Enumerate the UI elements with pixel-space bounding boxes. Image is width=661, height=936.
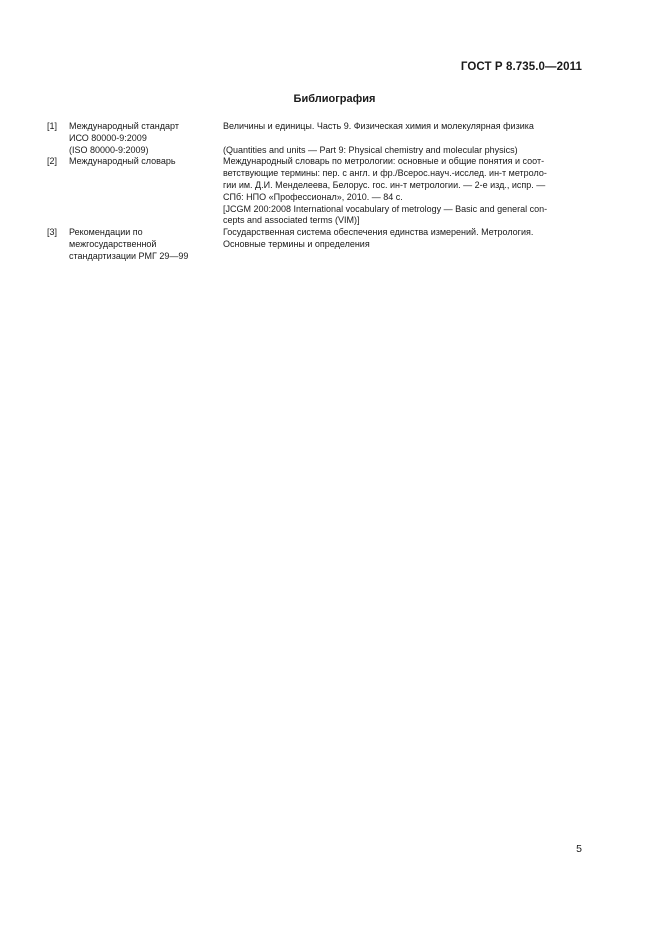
description-line: cepts and associated terms (VIM)] bbox=[223, 215, 360, 226]
source-line: Международный словарь bbox=[69, 156, 176, 167]
source-line: Рекомендации по bbox=[69, 227, 143, 238]
page-number: 5 bbox=[576, 843, 582, 855]
line-gap bbox=[223, 133, 583, 145]
description-line: [JCGM 200:2008 International vocabulary of metrology — Basic and general con- bbox=[223, 203, 548, 214]
bibliography-entry bbox=[47, 156, 583, 227]
bibliography-entry bbox=[47, 227, 583, 262]
description-line: (Quantities and units — Part 9: Physical chemistry and molecular physics) bbox=[223, 144, 518, 155]
entry-number: [2] bbox=[47, 156, 58, 167]
bibliography-list bbox=[47, 121, 583, 263]
entry-number: [3] bbox=[47, 227, 58, 238]
entry-source bbox=[69, 156, 223, 168]
description-line: ветствующие термины: пер. с англ. и фр./Всерос.науч.-исслед. ин-т метроло- bbox=[223, 168, 547, 179]
source-line: (ISO 80000-9:2009) bbox=[69, 144, 149, 155]
entry-description bbox=[223, 121, 583, 156]
entry-description bbox=[223, 156, 583, 227]
source-line: Международный стандарт bbox=[69, 121, 179, 131]
description-line: Основные термины и определения bbox=[223, 238, 370, 249]
description-line: Величины и единицы. Часть 9. Физическая химия и молекулярная физика bbox=[223, 121, 534, 131]
bibliography-title: Библиография bbox=[293, 93, 376, 105]
description-line: гии им. Д.И. Менделеева, Белорус. гос. ин-т метрологии. — 2-е изд., испр. — bbox=[223, 179, 546, 190]
description-line: СПб: НПО «Профессионал», 2010. — 84 с. bbox=[223, 191, 403, 202]
entry-number: [1] bbox=[47, 121, 58, 131]
entry-source bbox=[69, 227, 223, 262]
entry-source bbox=[69, 121, 223, 156]
document-code: ГОСТ Р 8.735.0—2011 bbox=[460, 61, 582, 73]
source-line: межгосударственной bbox=[69, 238, 157, 249]
source-line: стандартизации РМГ 29—99 bbox=[69, 250, 189, 261]
bibliography-entry bbox=[47, 121, 583, 156]
entry-description bbox=[223, 227, 583, 251]
description-line: Государственная система обеспечения единства измерений. Метрология. bbox=[223, 227, 534, 238]
description-line: Международный словарь по метрологии: основные и общие понятия и соот- bbox=[223, 156, 545, 167]
source-line: ИСО 80000-9:2009 bbox=[69, 132, 147, 143]
